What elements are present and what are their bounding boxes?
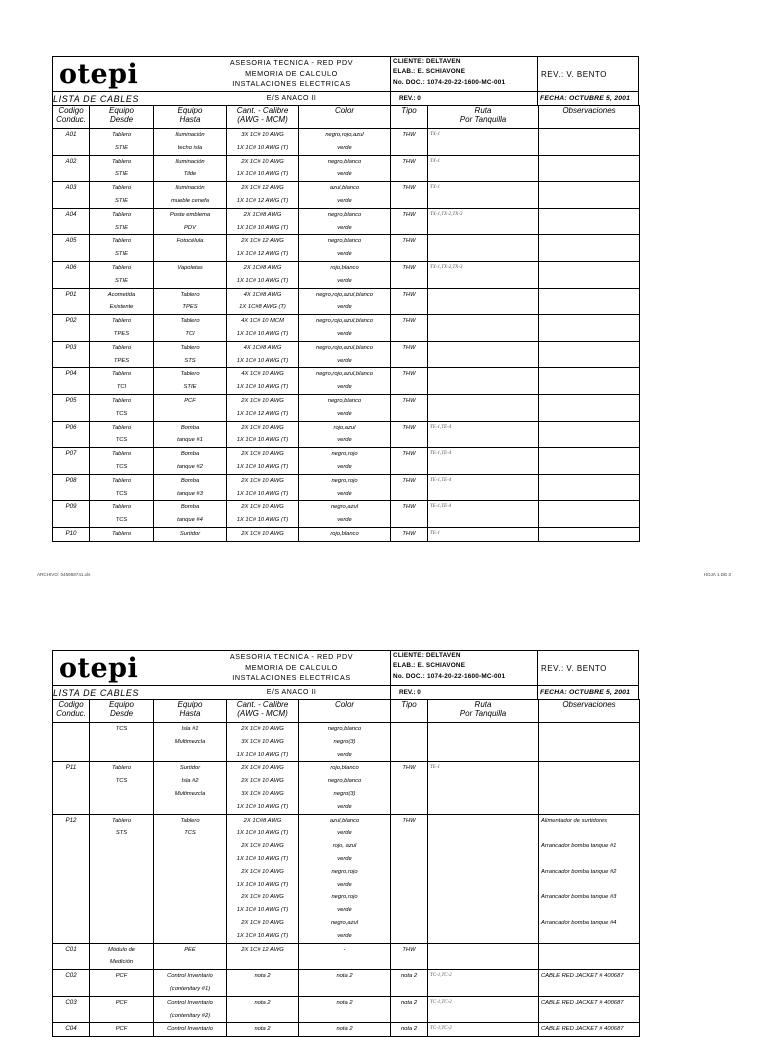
- table-row: [53, 421, 640, 448]
- cell-hasta: Surtidor: [154, 527, 227, 541]
- cell-tipo: THW: [391, 943, 428, 970]
- cell-color: negro,rojo,azul,blanco verde: [299, 288, 391, 315]
- cell-observaciones: [539, 762, 640, 814]
- document-titles: ASESORIA TECNICA - RED PDV MEMORIA DE CALCULO INSTALACIONES ELECTRICAS: [229, 58, 354, 88]
- cell-code: P06: [53, 421, 90, 448]
- column-header: Codigo Conduc.: [53, 700, 90, 723]
- cell-desde: Tablero STS: [90, 814, 154, 943]
- cell-code: A01: [53, 129, 90, 156]
- column-header: Cant. - Calibre (AWG - MCM): [227, 106, 299, 129]
- cell-code: P07: [53, 448, 90, 475]
- table-row: [53, 155, 640, 182]
- table-row: [53, 288, 640, 315]
- cell-observaciones: [539, 235, 640, 262]
- column-header: Color: [299, 700, 391, 723]
- cell-tipo: nota 2: [391, 996, 428, 1023]
- cell-desde: Tablero TCS: [90, 394, 154, 421]
- table-row: [53, 943, 640, 970]
- cell-code: P08: [53, 474, 90, 501]
- cell-tipo: THW: [391, 394, 428, 421]
- cell-color: nota 2: [299, 1023, 391, 1037]
- cell-ruta: TE-1,TE-4: [428, 421, 539, 448]
- cell-calibre: nota 2: [227, 996, 299, 1023]
- cell-ruta: [428, 288, 539, 315]
- cell-calibre: 4X 1C#8 AWG 1X 1C#8 AWG (T): [227, 288, 299, 315]
- cell-hasta: Control Inventario (contenitary #1): [154, 970, 227, 997]
- cell-color: negro,blanco negro(3) verde: [299, 723, 391, 762]
- cell-ruta: TC-1,TC-2: [428, 996, 539, 1023]
- cell-calibre: 2X 1C# 12 AWG 1X 1C# 12 AWG (T): [227, 182, 299, 209]
- cell-ruta: TC-1,TC-2: [428, 970, 539, 997]
- cell-tipo: THW: [391, 182, 428, 209]
- table-row: [53, 129, 640, 156]
- cell-calibre: 2X 1C# 10 AWG 1X 1C# 10 AWG (T): [227, 448, 299, 475]
- table-row: [53, 501, 640, 528]
- cell-observaciones: [539, 474, 640, 501]
- cell-desde: Tablero STIE: [90, 261, 154, 288]
- table-body: [53, 723, 640, 1037]
- cell-code: C02: [53, 970, 90, 997]
- cell-tipo: THW: [391, 155, 428, 182]
- cell-color: negro,rojo,azul,blanco verde: [299, 368, 391, 395]
- table-row: [53, 970, 640, 997]
- cell-calibre: nota 2: [227, 1023, 299, 1037]
- cell-color: negro,azul verde: [299, 501, 391, 528]
- column-header: Equipo Desde: [90, 106, 154, 129]
- station-name: E/S ANACO II: [266, 95, 317, 102]
- cell-tipo: THW: [391, 421, 428, 448]
- cell-ruta: TX-1,TX-2,TX-3: [428, 208, 539, 235]
- table-row: [53, 315, 640, 342]
- sheet-subheader: [52, 685, 639, 699]
- column-header: Ruta Por Tanquilla: [428, 106, 539, 129]
- cell-color: nota 2: [299, 970, 391, 997]
- file-name: ARCHIVO: 045958741.xls: [37, 572, 91, 577]
- column-header: Equipo Desde: [90, 700, 154, 723]
- column-header: Tipo: [391, 700, 428, 723]
- table-row: [53, 235, 640, 262]
- cell-calibre: 2X 1C# 10 AWG 1X 1C# 10 AWG (T): [227, 501, 299, 528]
- cell-code: P03: [53, 341, 90, 368]
- cell-calibre: 2X 1C# 10 AWG 1X 1C# 10 AWG (T): [227, 421, 299, 448]
- cell-calibre: nota 2: [227, 970, 299, 997]
- cell-color: rojo,blanco: [299, 527, 391, 541]
- cell-color: negro,rojo verde: [299, 448, 391, 475]
- cell-hasta: PCF: [154, 394, 227, 421]
- cell-desde: Tablero TCS: [90, 762, 154, 814]
- cell-color: azul,blanco verde: [299, 182, 391, 209]
- cell-calibre: 2X 1C# 10 AWG: [227, 527, 299, 541]
- cell-hasta: Tablero TPES: [154, 288, 227, 315]
- reviewer: REV.: V. BENTO: [537, 57, 638, 91]
- cell-color: nota 2: [299, 996, 391, 1023]
- cell-calibre: 3X 1C# 10 AWG 1X 1C# 10 AWG (T): [227, 129, 299, 156]
- table-row: [53, 448, 640, 475]
- table-row: [53, 261, 640, 288]
- cell-ruta: TE-1,TE-4: [428, 448, 539, 475]
- cell-hasta: Control Inventario (contenitary #2): [154, 996, 227, 1023]
- cable-table: [52, 699, 640, 1037]
- cell-ruta: TX-1: [428, 129, 539, 156]
- cell-hasta: Isla #1 Multimezcla: [154, 723, 227, 762]
- sheet-page-2: [52, 650, 639, 1037]
- cell-observaciones: CABLE RED JACKET # 400687: [539, 996, 640, 1023]
- cell-ruta: [428, 341, 539, 368]
- cell-desde: Tablero STIE: [90, 182, 154, 209]
- cell-code: C01: [53, 943, 90, 970]
- cell-desde: Tablero STIE: [90, 155, 154, 182]
- cell-hasta: PEE: [154, 943, 227, 970]
- cell-observaciones: [539, 182, 640, 209]
- table-row: [53, 474, 640, 501]
- cell-hasta: Tablero STS: [154, 341, 227, 368]
- cell-calibre: 2X 1C# 10 AWG 3X 1C# 10 AWG 1X 1C# 10 AWG (T): [227, 723, 299, 762]
- cell-code: A03: [53, 182, 90, 209]
- column-header-row: [53, 700, 640, 723]
- cell-observaciones: [539, 129, 640, 156]
- cell-color: negro,rojo,azul verde: [299, 129, 391, 156]
- column-header: Observaciones: [539, 700, 640, 723]
- cell-code: P11: [53, 762, 90, 814]
- cell-hasta: Control Inventario: [154, 1023, 227, 1037]
- cell-hasta: Tablero TCI: [154, 315, 227, 342]
- sheet-subheader: [52, 91, 639, 105]
- cell-observaciones: [539, 527, 640, 541]
- cell-tipo: THW: [391, 474, 428, 501]
- cell-color: negro,blanco verde: [299, 235, 391, 262]
- date: FECHA: OCTUBRE 5, 2001: [537, 686, 638, 699]
- column-header-row: [53, 106, 640, 129]
- cable-table: [52, 105, 640, 542]
- cell-observaciones: [539, 155, 640, 182]
- cell-desde: Tablero TCS: [90, 421, 154, 448]
- column-header: Cant. - Calibre (AWG - MCM): [227, 700, 299, 723]
- cell-desde: PCF: [90, 970, 154, 997]
- cell-ruta: TX-1: [428, 155, 539, 182]
- cell-desde: Tablero STIE: [90, 129, 154, 156]
- cell-code: A04: [53, 208, 90, 235]
- cell-tipo: THW: [391, 235, 428, 262]
- column-header: Ruta Por Tanquilla: [428, 700, 539, 723]
- cell-tipo: THW: [391, 261, 428, 288]
- cell-observaciones: [539, 341, 640, 368]
- table-row: [53, 527, 640, 541]
- cell-ruta: [428, 235, 539, 262]
- cell-code: P12: [53, 814, 90, 943]
- cell-calibre: 2X 1C# 10 AWG 2X 1C# 10 AWG 3X 1C# 10 AWG 1X 1C# 10 AWG (T): [227, 762, 299, 814]
- reviewer: REV.: V. BENTO: [537, 651, 638, 685]
- table-row: [53, 762, 640, 814]
- cell-code: [53, 723, 90, 762]
- cell-code: P01: [53, 288, 90, 315]
- cell-desde: Tablero TCS: [90, 448, 154, 475]
- cell-tipo: THW: [391, 368, 428, 395]
- cell-tipo: THW: [391, 762, 428, 814]
- cell-calibre: 4X 1C# 10 AWG 1X 1C# 10 AWG (T): [227, 368, 299, 395]
- column-header: Codigo Conduc.: [53, 106, 90, 129]
- cell-ruta: TC-1,TC-2: [428, 1023, 539, 1037]
- cell-color: rojo,azul verde: [299, 421, 391, 448]
- cell-code: C03: [53, 996, 90, 1023]
- cell-code: C04: [53, 1023, 90, 1037]
- cell-hasta: Iluminación mueble cenefa: [154, 182, 227, 209]
- cell-ruta: [428, 368, 539, 395]
- cell-hasta: Bomba tanque #2: [154, 448, 227, 475]
- column-header: Observaciones: [539, 106, 640, 129]
- sheet-page-1: [52, 56, 639, 542]
- cell-observaciones: [539, 208, 640, 235]
- cell-ruta: [428, 394, 539, 421]
- cell-observaciones: CABLE RED JACKET # 400687: [539, 1023, 640, 1037]
- cell-observaciones: [539, 723, 640, 762]
- cell-calibre: 2X 1C#8 AWG 1X 1C# 10 AWG (T) 2X 1C# 10 AWG 1X 1C# 10 AWG (T) 2X 1C# 10 AWG 1X 1C# 10 AWG (T) 2X 1C# 10 AWG 1X 1C# 10 AWG (T) 2X 1C# 10 AWG 1X 1C# 10 AWG (T): [227, 814, 299, 943]
- cell-color: negro,rojo verde: [299, 474, 391, 501]
- cell-code: P09: [53, 501, 90, 528]
- cell-color: negro,blanco verde: [299, 394, 391, 421]
- cell-code: A06: [53, 261, 90, 288]
- cell-hasta: Iluminación techo isla: [154, 129, 227, 156]
- table-row: [53, 814, 640, 943]
- table-row: [53, 1023, 640, 1037]
- cell-desde: PCF: [90, 996, 154, 1023]
- cell-tipo: THW: [391, 288, 428, 315]
- cell-desde: TCS: [90, 723, 154, 762]
- lista-title: LISTA DE CABLES: [53, 93, 140, 104]
- cell-ruta: TX-1,TX-2,TX-3: [428, 261, 539, 288]
- cell-calibre: 2X 1C#8 AWG 1X 1C# 10 AWG (T): [227, 208, 299, 235]
- cell-tipo: THW: [391, 448, 428, 475]
- cell-observaciones: [539, 368, 640, 395]
- cell-hasta: Tablero STIE: [154, 368, 227, 395]
- cell-desde: Tablero STIE: [90, 235, 154, 262]
- table-row: [53, 341, 640, 368]
- column-header: Equipo Hasta: [154, 106, 227, 129]
- cell-code: A05: [53, 235, 90, 262]
- table-row: [53, 182, 640, 209]
- cell-ruta: [428, 315, 539, 342]
- cell-hasta: Vapoletas: [154, 261, 227, 288]
- page-number: HOJA 1 DE 3: [703, 572, 731, 577]
- cell-desde: Módulo de Medición: [90, 943, 154, 970]
- cell-observaciones: [539, 315, 640, 342]
- cell-ruta: TE-1,TE-4: [428, 474, 539, 501]
- cell-calibre: 2X 1C# 10 AWG 1X 1C# 10 AWG (T): [227, 155, 299, 182]
- cell-observaciones: [539, 421, 640, 448]
- cell-code: P04: [53, 368, 90, 395]
- cell-hasta: Tablero TCS: [154, 814, 227, 943]
- lista-title: LISTA DE CABLES: [53, 687, 140, 698]
- cell-ruta: [428, 943, 539, 970]
- cell-hasta: Bomba tanque #1: [154, 421, 227, 448]
- cell-desde: Tablero TCI: [90, 368, 154, 395]
- cell-tipo: THW: [391, 315, 428, 342]
- cell-hasta: Surtidor Isla #2 Multimezcla: [154, 762, 227, 814]
- table-body: [53, 129, 640, 542]
- cell-tipo: THW: [391, 129, 428, 156]
- cell-color: negro,rojo,azul,blanco verde: [299, 315, 391, 342]
- sheet-header: [52, 56, 639, 91]
- cell-desde: Tablero STIE: [90, 208, 154, 235]
- cell-color: negro,rojo,azul,blanco verde: [299, 341, 391, 368]
- cell-ruta: TX-1: [428, 182, 539, 209]
- cell-tipo: nota 2: [391, 970, 428, 997]
- cell-desde: Acometida Existente: [90, 288, 154, 315]
- table-row: [53, 208, 640, 235]
- cell-calibre: 2X 1C# 10 AWG 1X 1C# 10 AWG (T): [227, 474, 299, 501]
- column-header: Color: [299, 106, 391, 129]
- sheet-header: [52, 650, 639, 685]
- table-row: [53, 723, 640, 762]
- cell-observaciones: [539, 261, 640, 288]
- cell-ruta: TE-1,TE-4: [428, 501, 539, 528]
- cell-observaciones: [539, 501, 640, 528]
- cell-hasta: Fotocélula: [154, 235, 227, 262]
- cell-color: -: [299, 943, 391, 970]
- table-head: [53, 106, 640, 129]
- cell-code: P02: [53, 315, 90, 342]
- cell-code: P05: [53, 394, 90, 421]
- cell-observaciones: [539, 394, 640, 421]
- table-head: [53, 700, 640, 723]
- client-block: CLIENTE: DELTAVEN ELAB.: E. SCHIAVONE No. DOC.: 1074-20-22-1600-MC-001: [390, 651, 537, 685]
- cell-observaciones: [539, 943, 640, 970]
- cell-calibre: 4X 1C# 10 MCM 1X 1C# 10 AWG (T): [227, 315, 299, 342]
- cell-calibre: 2X 1C#8 AWG 1X 1C# 10 AWG (T): [227, 261, 299, 288]
- table-row: [53, 368, 640, 395]
- cell-ruta: TE-1: [428, 527, 539, 541]
- cell-tipo: THW: [391, 501, 428, 528]
- cell-ruta: TE-1: [428, 762, 539, 814]
- cell-ruta: [428, 723, 539, 762]
- cell-hasta: Bomba tanque #3: [154, 474, 227, 501]
- cell-code: A02: [53, 155, 90, 182]
- cell-tipo: THW: [391, 341, 428, 368]
- cell-calibre: 2X 1C# 12 AWG: [227, 943, 299, 970]
- column-header: Equipo Hasta: [154, 700, 227, 723]
- cell-code: P10: [53, 527, 90, 541]
- cell-observaciones: Alimentador de surtidores Arrancador bomba tanque #1 Arrancador bomba tanque #2 Arrancador bomba tanque #3 Arrancador bomba tanque #4: [539, 814, 640, 943]
- date: FECHA: OCTUBRE 5, 2001: [537, 92, 638, 105]
- cell-tipo: THW: [391, 208, 428, 235]
- document-titles: ASESORIA TECNICA - RED PDV MEMORIA DE CALCULO INSTALACIONES ELECTRICAS: [229, 652, 354, 682]
- company-logo: otepi: [59, 652, 139, 684]
- cell-desde: PCF: [90, 1023, 154, 1037]
- table-row: [53, 996, 640, 1023]
- cell-hasta: Iluminación Tilde: [154, 155, 227, 182]
- cell-observaciones: CABLE RED JACKET # 400687: [539, 970, 640, 997]
- cell-color: negro,blanco verde: [299, 155, 391, 182]
- cell-desde: Tablero TPES: [90, 315, 154, 342]
- cell-tipo: nota 2: [391, 1023, 428, 1037]
- table-row: [53, 394, 640, 421]
- column-header: Tipo: [391, 106, 428, 129]
- revision: REV.: 0: [390, 686, 537, 699]
- cell-calibre: 2X 1C# 10 AWG 1X 1C# 12 AWG (T): [227, 394, 299, 421]
- company-logo: otepi: [59, 58, 139, 90]
- cell-hasta: Poste emblema PDV: [154, 208, 227, 235]
- cell-calibre: 2X 1C# 12 AWG 1X 1C# 12 AWG (T): [227, 235, 299, 262]
- cell-color: rojo,blanco negro,blanco negro(3) verde: [299, 762, 391, 814]
- cell-desde: Tablero TCS: [90, 474, 154, 501]
- cell-tipo: THW: [391, 527, 428, 541]
- revision: REV.: 0: [390, 92, 537, 105]
- cell-desde: Tablero TPES: [90, 341, 154, 368]
- cell-observaciones: [539, 448, 640, 475]
- cell-tipo: THW: [391, 814, 428, 943]
- cell-observaciones: [539, 288, 640, 315]
- cell-color: azul,blanco verde rojo, azul verde negro,rojo verde negro,rojo verde negro,azul verde: [299, 814, 391, 943]
- cell-ruta: [428, 814, 539, 943]
- cell-desde: Tablero TCS: [90, 501, 154, 528]
- cell-color: negro,blanco verde: [299, 208, 391, 235]
- client-block: CLIENTE: DELTAVEN ELAB.: E. SCHIAVONE No. DOC.: 1074-20-22-1600-MC-001: [390, 57, 537, 91]
- cell-calibre: 4X 1C#8 AWG 1X 1C# 10 AWG (T): [227, 341, 299, 368]
- station-name: E/S ANACO II: [266, 689, 317, 696]
- cell-hasta: Bomba tanque #4: [154, 501, 227, 528]
- cell-color: rojo,blanco verde: [299, 261, 391, 288]
- cell-desde: Tablero: [90, 527, 154, 541]
- cell-tipo: [391, 723, 428, 762]
